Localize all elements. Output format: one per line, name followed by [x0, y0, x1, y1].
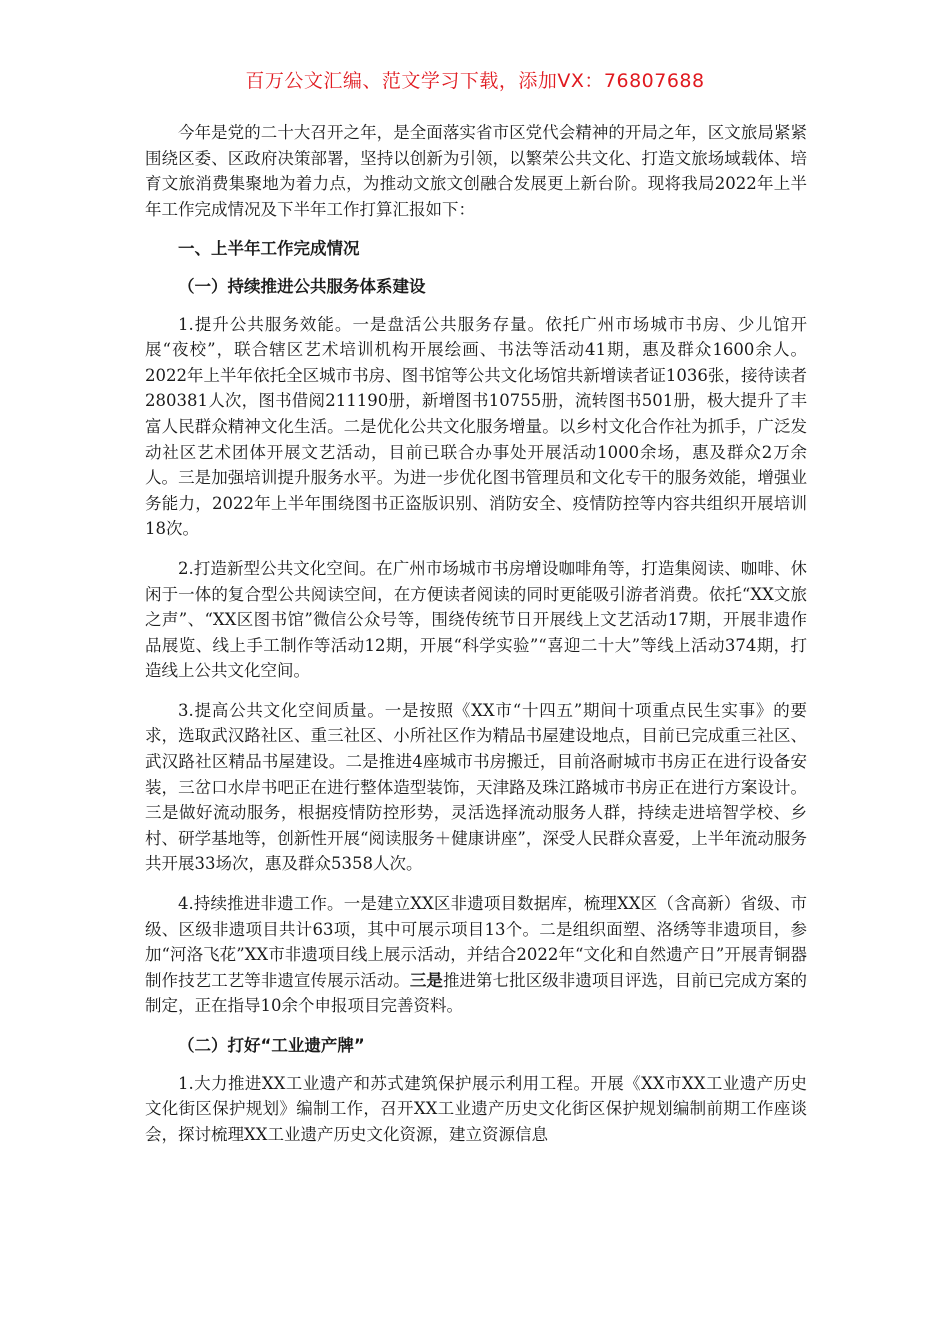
section-1-heading: 一、上半年工作完成情况	[178, 239, 360, 259]
intro-paragraph: 今年是党的二十大召开之年，是全面落实省市区党代会精神的开局之年，区文旅局紧紧围绕区委、区政府决策部署，坚持以创新为引领，以繁荣公共文化、打造文旅场域载体、培育文旅消费集聚地为着力点，为推动文旅文创融合发展更上新台阶。现将我局2022年上半年工作完成情况及下半年工作打算汇报如下：	[145, 123, 807, 219]
subsection-2-heading: （二）打好“工业遗产牌”	[178, 1036, 365, 1055]
subsection-1-heading: （一）持续推进公共服务体系建设	[178, 276, 426, 296]
paragraph-3: 3.提高公共文化空间质量。一是按照《XX市“十四五”期间十项重点民生实事》的要求，选取武汉路社区、重三社区、小所社区作为精品书屋建设地点，目前已完成重三社区、武汉路社区精品书屋建设。二是推进4座城市书房搬迁，目前洛耐城市书房正在进行设备安装，三岔口水岸书吧正在进行整体造型装饰，天津路及珠江路城市书房正在进行方案设计。三是做好流动服务，根据疫情防控形势，灵活选择流动服务人群，持续走进培智学校、乡村、研学基地等，创新性开展“阅读服务＋健康讲座”，深受人民群众喜爱，上半年流动服务共开展33场次，惠及群众5358人次。	[145, 700, 807, 874]
header-banner: 百万公文汇编、范文学习下载，添加VX：76807688	[245, 70, 705, 92]
paragraph-1: 1.提升公共服务效能。一是盘活公共服务存量。依托广州市场城市书房、少儿馆开展“夜校”，联合辖区艺术培训机构开展绘画、书法等活动41期，惠及群众1600余人。2022年上半年依托全区城市书房、图书馆等公共文化场馆共新增读者证1036张，接待读者280381人次，图书借阅211190册，新增图书10755册，流转图书501册，极大提升了丰富人民群众精神文化生活。二是优化公共文化服务增量。以乡村文化合作社为抓手，广泛发动社区艺术团体开展文艺活动，目前已联合办事处开展活动1000余场，惠及群众2万余人。三是加强培训提升服务水平。为进一步优化图书管理员和文化专干的服务效能，增强业务能力，2022年上半年围绕图书正盗版识别、消防安全、疫情防控等内容共组织开展培训18次。	[145, 314, 807, 539]
paragraph-4-part-a: 4.持续推进非遗工作。一是建立XX区非遗项目数据库，梳理XX区（含高新）省级、市级、区级非遗项目共计63项，其中可展示项目13个。二是组织面塑、洛绣等非遗项目，参加“河洛飞花”XX市非遗项目线上展示活动，并结合2022年“文化和自然遗产日”开展青铜器制作技艺工艺等非遗宣传展示活动。	[145, 894, 807, 990]
paragraph-5: 1.大力推进XX工业遗产和苏式建筑保护展示利用工程。开展《XX市XX工业遗产历史文化街区保护规划》编制工作，召开XX工业遗产历史文化街区保护规划编制前期工作座谈会，探讨梳理XX工业遗产历史文化资源，建立资源信息	[145, 1073, 807, 1144]
paragraph-4	[145, 891, 807, 1019]
paragraph-4-bold-lead: 三是	[409, 970, 443, 990]
document-body	[145, 120, 807, 1161]
paragraph-4-part-b: 推进第七批区级非遗项目评选，目前已完成方案的制定，正在指导10余个申报项目完善资料。	[145, 970, 808, 1016]
paragraph-2: 2.打造新型公共文化空间。在广州市场城市书房增设咖啡角等，打造集阅读、咖啡、休闲于一体的复合型公共阅读空间，在方便读者阅读的同时更能吸引游者消费。依托“XX文旅之声”、“XX区图书馆”微信公众号等，围绕传统节日开展线上文艺活动17期，开展非遗作品展览、线上手工制作等活动12期，开展“科学实验”“喜迎二十大”等线上活动374期，打造线上公共文化空间。	[145, 558, 807, 681]
